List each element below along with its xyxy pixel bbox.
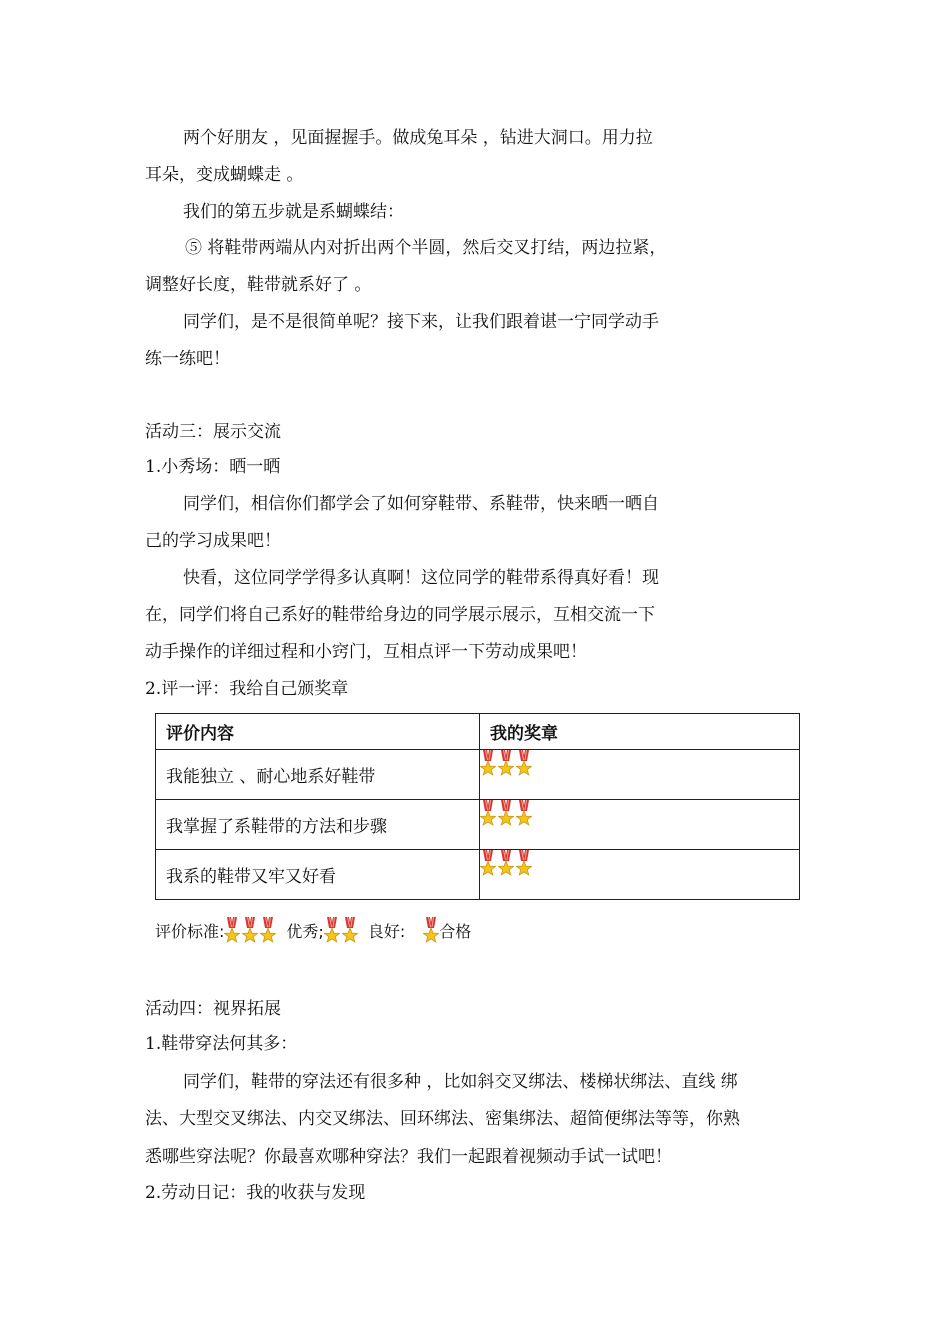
medal-icon	[498, 750, 514, 776]
intro-p2: 我们的第五步就是系蝴蝶结：	[183, 202, 404, 222]
table-row	[156, 850, 800, 900]
activity3-heading: 活动三：展示交流	[145, 422, 281, 442]
evaluation-table	[155, 713, 800, 900]
medal-icon	[516, 850, 532, 876]
row-medals	[480, 850, 800, 900]
intro-p4-line2: 练一练吧！	[145, 349, 230, 369]
activity4-heading: 活动四：视界拓展	[145, 999, 281, 1019]
activity3-p2-line2: 在，同学们将自己系好的鞋带给身边的同学展示展示，互相交流一下	[145, 605, 655, 625]
table-row	[156, 750, 800, 800]
medal-icon	[480, 750, 496, 776]
table-row	[156, 800, 800, 850]
medal-group	[480, 750, 532, 776]
medal-group	[423, 917, 439, 943]
medal-icon	[423, 917, 439, 943]
medal-icon	[480, 800, 496, 826]
evaluation-criteria	[155, 917, 471, 943]
activity3-sub2: 2.评一评：我给自己颁奖章	[145, 679, 349, 699]
criteria-label: 评价标准:	[155, 921, 225, 941]
intro-p1-line1: 两个好朋友 ，见面握握手。做成兔耳朵 ，钻进大洞口。用力拉	[183, 128, 653, 148]
medal-group	[480, 850, 532, 876]
activity3-sub1: 1.小秀场：晒一晒	[145, 457, 281, 477]
activity3-p2-line3: 动手操作的详细过程和小窍门，互相点评一下劳动成果吧！	[145, 642, 587, 662]
activity4-sub1: 1.鞋带穿法何其多：	[145, 1034, 298, 1054]
activity4-p1-line2: 法、大型交叉绑法、内交叉绑法、回环绑法、密集绑法、超简便绑法等等，你熟	[145, 1109, 740, 1129]
criteria-pass: 合格	[439, 921, 472, 941]
medal-icon	[480, 850, 496, 876]
medal-icon	[260, 917, 276, 943]
intro-p3-line1: ⑤ 将鞋带两端从内对折出两个半圆，然后交叉打结，两边拉紧，	[185, 238, 667, 258]
medal-icon	[516, 750, 532, 776]
table-header-row	[156, 714, 800, 750]
medal-group	[324, 917, 358, 943]
medal-group	[224, 917, 276, 943]
intro-p3-line2: 调整好长度，鞋带就系好了 。	[145, 275, 372, 295]
medal-icon	[498, 850, 514, 876]
medal-icon	[342, 917, 358, 943]
activity3-p2-line1: 快看，这位同学学得多认真啊！这位同学的鞋带系得真好看！现	[183, 568, 659, 588]
row-content: 我掌握了系鞋带的方法和步骤	[156, 800, 480, 850]
medal-icon	[242, 917, 258, 943]
medal-icon	[498, 800, 514, 826]
criteria-excellent: 优秀;	[286, 921, 324, 941]
activity4-p1-line1: 同学们，鞋带的穿法还有很多种 ，比如斜交叉绑法、楼梯状绑法、直线 绑	[183, 1072, 738, 1092]
intro-p1-line2: 耳朵，变成蝴蝶走 。	[145, 165, 304, 185]
row-medals	[480, 750, 800, 800]
activity4-p1-line3: 悉哪些穿法呢？你最喜欢哪种穿法？我们一起跟着视频动手试一试吧！	[145, 1147, 672, 1167]
criteria-good: 良好:	[367, 921, 406, 941]
row-content: 我能独立 、耐心地系好鞋带	[156, 750, 480, 800]
row-content: 我系的鞋带又牢又好看	[156, 850, 480, 900]
medal-icon	[516, 800, 532, 826]
activity4-sub2: 2.劳动日记：我的收获与发现	[145, 1183, 366, 1203]
activity3-p1-line2: 己的学习成果吧！	[145, 531, 281, 551]
activity3-p1-line1: 同学们，相信你们都学会了如何穿鞋带、系鞋带，快来晒一晒自	[183, 494, 659, 514]
medal-icon	[224, 917, 240, 943]
medal-icon	[324, 917, 340, 943]
medal-group	[480, 800, 532, 826]
row-medals	[480, 800, 800, 850]
intro-p4-line1: 同学们，是不是很简单呢？接下来，让我们跟着谌一宁同学动手	[183, 312, 659, 332]
header-medals: 我的奖章	[480, 714, 800, 750]
header-content: 评价内容	[156, 714, 480, 750]
